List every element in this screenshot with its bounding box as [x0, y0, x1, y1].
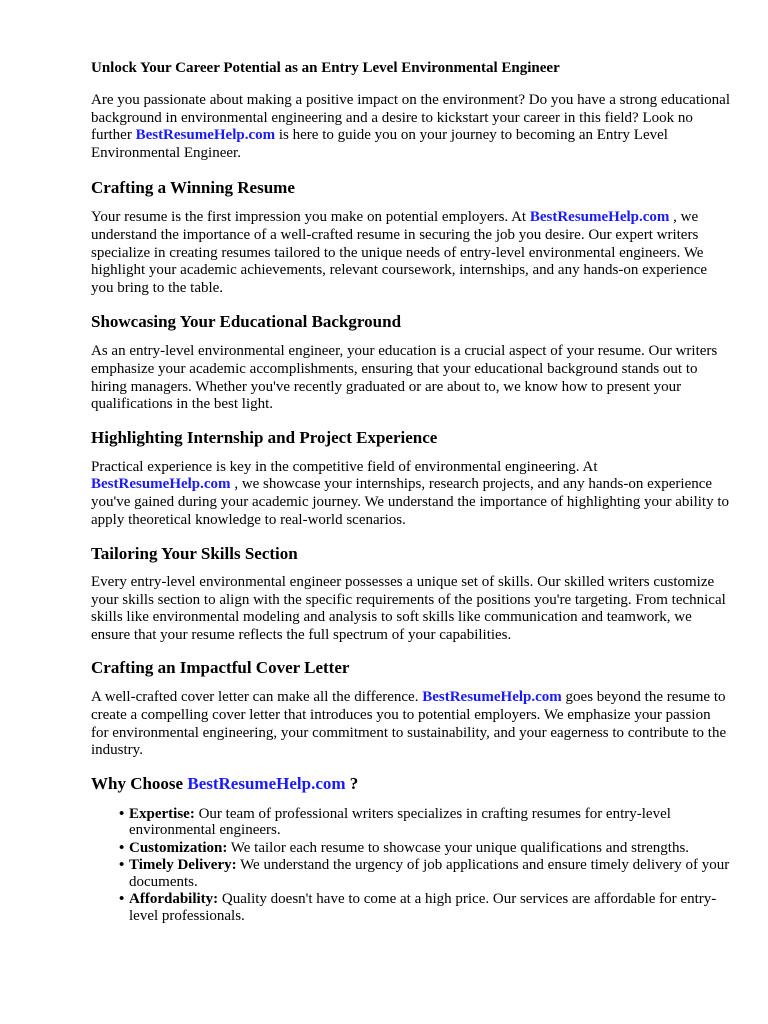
- resume-text-after: , we understand the importance of a well-crafted resume in securing the job you desire. Our expert writers specialize in creating resumes tailored to the unique needs of entry-level environmental engineers. We highlight your academic achievements, relevant coursework, internships, and any hands-on experience you bring to the table.: [91, 209, 708, 296]
- cover-text-before: A well-crafted cover letter can make all the difference.: [91, 689, 423, 706]
- list-item-customization: [119, 839, 731, 857]
- intro-paragraph: [91, 92, 731, 162]
- why-heading-after: ?: [345, 773, 359, 793]
- bullet-icon: •: [119, 857, 125, 874]
- site-link[interactable]: BestResumeHelp.com: [187, 773, 346, 793]
- section-heading-internship: Highlighting Internship and Project Experience: [91, 427, 438, 447]
- section-paragraph-education: As an entry-level environmental engineer, your education is a crucial aspect of your resume. Our writers emphasize your academic accomplishments, ensuring that your educational background stands out to hiring managers. Whether you've recently graduated or are about to, we know how to present your qualifications in the best light.: [91, 343, 718, 413]
- intro-text-before: Are you passionate about making a positive impact on the environment? Do you have a strong educational background in environmental engineering and a desire to kickstart your career in this field? Look no further: [91, 92, 730, 144]
- section-paragraph-skills: Every entry-level environmental engineer possesses a unique set of skills. Our skilled writers customize your skills section to align with the specific requirements of the positions you're targeting. From technical skills like environmental modeling and analysis to soft skills like communication and teamwork, we ensure that your resume reflects the full spectrum of your capabilities.: [91, 574, 726, 643]
- site-link[interactable]: BestResumeHelp.com: [91, 476, 231, 493]
- list-item-expertise: [119, 805, 731, 839]
- bullet-icon: •: [119, 839, 125, 856]
- feature-text: Quality doesn't have to come at a high price. Our services are affordable for entry-level professionals.: [129, 891, 717, 924]
- feature-term: Affordability:: [129, 891, 219, 908]
- section-paragraph-resume: [91, 209, 731, 297]
- section-heading-skills: Tailoring Your Skills Section: [91, 544, 298, 564]
- feature-text: Our team of professional writers specializes in crafting resumes for entry-level environmental engineers.: [129, 805, 671, 839]
- bullet-icon: •: [119, 805, 125, 822]
- feature-term: Customization:: [129, 839, 228, 856]
- why-heading-before: Why Choose: [91, 773, 188, 793]
- intro-text-after: is here to guide you on your journey to becoming an Entry Level Environmental Engineer.: [91, 127, 668, 161]
- feature-term: Timely Delivery:: [129, 857, 237, 874]
- features-list: [91, 806, 731, 925]
- section-paragraph-cover-letter: [91, 689, 731, 759]
- document-page: [91, 58, 731, 925]
- section-heading-resume: Crafting a Winning Resume: [91, 178, 295, 198]
- list-item-affordability: [119, 891, 731, 924]
- internship-text-after: , we showcase your internships, research projects, and any hands-on experience you've gained during your academic journey. We understand the importance of highlighting your ability to apply theoretical knowledge to real-world scenarios.: [91, 476, 729, 528]
- section-heading-cover-letter: Crafting an Impactful Cover Letter: [91, 658, 350, 678]
- section-heading-education: Showcasing Your Educational Background: [91, 312, 402, 332]
- site-link[interactable]: BestResumeHelp.com: [422, 689, 562, 706]
- feature-term: Expertise:: [129, 805, 195, 822]
- feature-text: We understand the urgency of job applications and ensure timely delivery of your documents.: [129, 857, 730, 890]
- list-item-timely-delivery: [119, 857, 731, 890]
- resume-text-before: Your resume is the first impression you make on potential employers. At: [91, 209, 530, 226]
- site-link[interactable]: BestResumeHelp.com: [529, 209, 670, 226]
- site-link[interactable]: BestResumeHelp.com: [135, 127, 276, 144]
- bullet-icon: •: [119, 891, 125, 908]
- feature-text: We tailor each resume to showcase your unique qualifications and strengths.: [227, 839, 690, 856]
- document-title: Unlock Your Career Potential as an Entry Level Environmental Engineer: [91, 60, 560, 76]
- cover-text-after: goes beyond the resume to create a compelling cover letter that introduces you to potential employers. We emphasize your passion for environmental engineering, your commitment to sustainability, and your eagerness to contribute to the industry.: [91, 689, 727, 759]
- section-paragraph-internship: [91, 459, 731, 529]
- internship-text-before: Practical experience is key in the competitive field of environmental engineering. At: [91, 458, 598, 475]
- section-heading-why-choose: [91, 773, 731, 795]
